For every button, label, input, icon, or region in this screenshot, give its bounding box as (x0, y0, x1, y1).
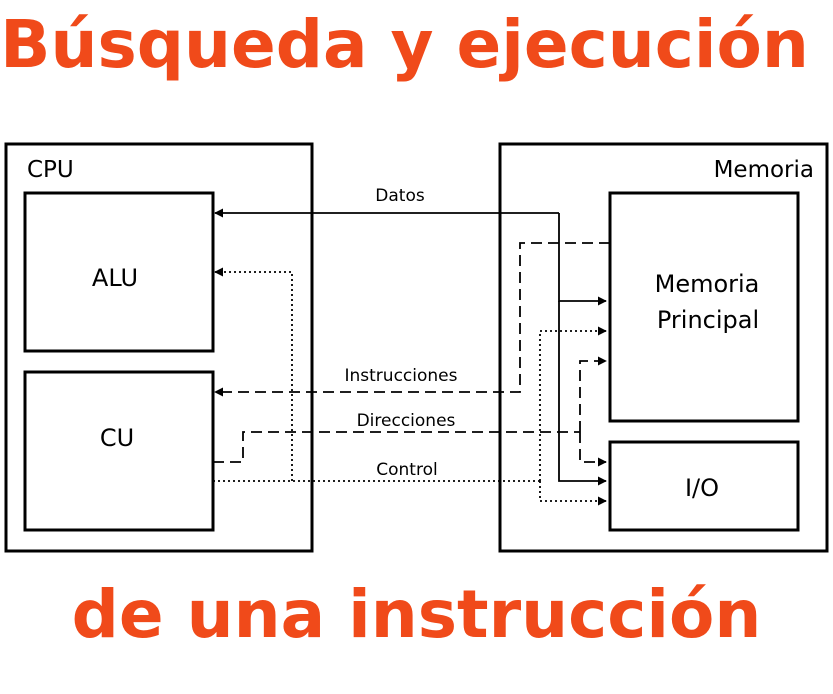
alu-label: ALU (91, 264, 139, 292)
data-bus-label: Datos (375, 186, 425, 206)
title-bottom: de una instrucción (71, 576, 762, 653)
title-top: Búsqueda y ejecución (0, 6, 809, 83)
main-memory-label-line1: Memoria (654, 270, 760, 298)
cpu-label: CPU (27, 157, 74, 183)
instructions-bus-label: Instrucciones (344, 366, 458, 386)
data-bus-to-memory (559, 213, 606, 301)
cpu-box (6, 144, 312, 551)
data-bus (215, 213, 606, 481)
addresses-bus-main (213, 432, 580, 462)
control-bus-to-io (540, 481, 606, 501)
data-bus-to-io (559, 301, 606, 481)
memory-box (500, 144, 827, 551)
io-label: I/O (684, 474, 720, 502)
control-bus-to-alu (215, 272, 292, 481)
main-memory-label-line2: Principal (656, 306, 760, 334)
control-bus-label: Control (376, 460, 438, 480)
memory-label: Memoria (713, 157, 814, 183)
addresses-bus-to-io (580, 432, 606, 462)
control-bus-to-memory (540, 331, 606, 481)
addresses-bus-to-memory (580, 361, 606, 432)
addresses-bus-label: Direcciones (356, 411, 456, 431)
cu-label: CU (99, 424, 135, 452)
